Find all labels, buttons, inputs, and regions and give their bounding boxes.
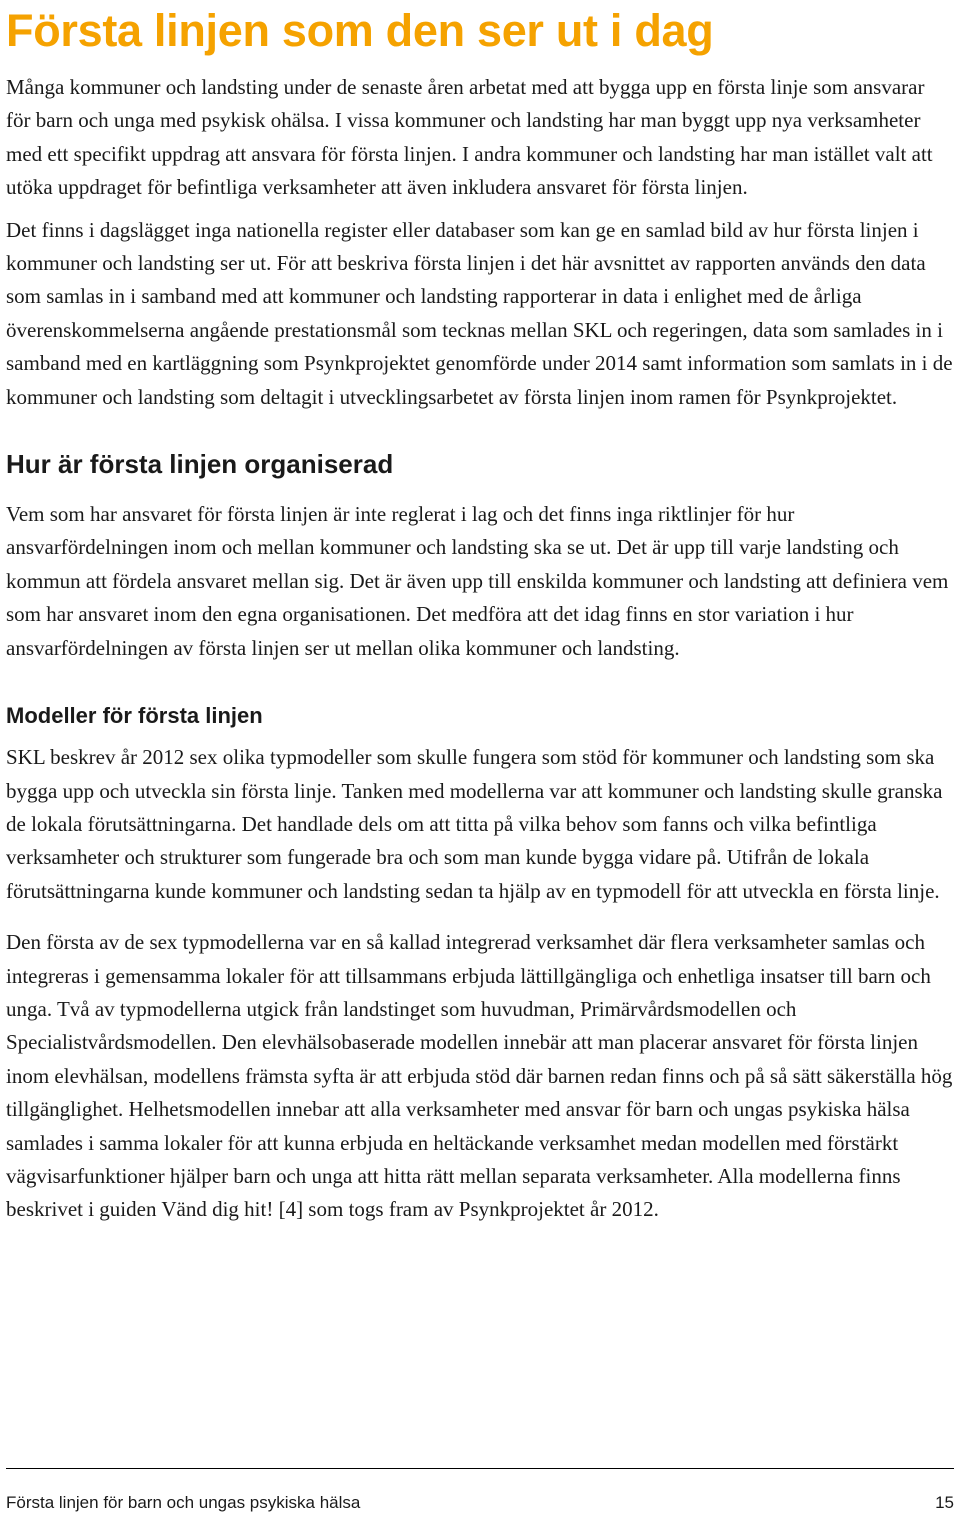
footer-title: Första linjen för barn och ungas psykiska hälsa — [6, 1493, 361, 1512]
page-footer — [6, 1492, 954, 1514]
page-title: Första linjen som den ser ut i dag — [6, 5, 714, 56]
models-paragraph-2: Den första av de sex typmodellerna var en så kallad integrerad verksamhet där flera verksamheter samlas och integreras i gemensamma lokaler för att tillsammans erbjuda lättillgängliga och enhetliga insatser till barn och unga. Två av typmodellerna utgick från landstinget som huvudman, Primärvårdsmodellen och Specialistvårdsmodellen. Den elevhälsobaserade modellen innebär att man placerar ansvaret för första linjen inom elevhälsan, modellens främsta syfta är att erbjuda stöd där barnen redan finns och på så sätt säkerställa hög tillgänglighet. Helhetsmodellen innebar att alla verksamheter med ansvar för barn och ungas psykiska hälsa samlades i samma lokaler för att kunna erbjuda en heltäckande verksamhet medan modellen med förstärkt vägvisarfunktioner hjälper barn och unga att hitta rätt mellan separata verksamheter. Alla modellerna finns beskrivet i guiden Vänd dig hit! [4] som togs fram av Psynkprojektet år 2012. — [6, 930, 953, 1222]
section-heading-models: Modeller för första linjen — [6, 703, 263, 729]
footer-divider — [6, 1468, 954, 1469]
section-heading-organisation: Hur är första linjen organiserad — [6, 449, 394, 480]
document-page — [6, 0, 954, 1227]
intro-paragraph-2: Det finns i dagslägget inga nationella register eller databaser som kan ge en samlad bild av hur första linjen i kommuner och landsting ser ut. För att beskriva första linjen i det här avsnittet av rapporten används den data som samlas in i samband med att kommuner och landsting rapporterar in data i enlighet med de årliga överenskommelserna angående prestationsmål som tecknas mellan SKL och regeringen, data som samlades in i samband med en kartläggning som Psynkprojektet genomförde under 2014 samt information som samlats in i de kommuner och landsting som deltagit i utvecklingsarbetet av första linjen inom ramen för Psynkprojektet. — [6, 217, 953, 409]
intro-paragraph-1: Många kommuner och landsting under de senaste åren arbetat med att bygga upp en första linje som ansvarar för barn och unga med psykisk ohälsa. I vissa kommuner och landsting har man byggt upp nya verksamheter med ett specifikt uppdrag att ansvara för första linjen. I andra kommuner och landsting har man istället valt att utöka uppdraget för befintliga verksamheter att även inkludera ansvaret för första linjen. — [6, 75, 933, 200]
page-number: 15 — [935, 1493, 954, 1512]
section-organisation-heading-wrap — [6, 447, 954, 481]
section-models-heading-wrap — [6, 701, 954, 731]
organisation-paragraph: Vem som har ansvaret för första linjen är inte reglerat i lag och det finns inga riktlinjer för hur ansvarfördelningen inom och mellan kommuner och landsting ska se ut. Det är upp till varje landsting och kommun att fördela ansvaret mellan sig. Det är även upp till enskilda kommuner och landsting att definiera vem som har ansvaret inom den egna organisationen. Det medföra att det idag finns en stor variation i hur ansvarfördelningen av första linjen ser ut mellan olika kommuner och landsting. — [6, 502, 949, 660]
models-paragraph-1: SKL beskrev år 2012 sex olika typmodeller som skulle fungera som stöd för kommuner och landsting som ska bygga upp och utveckla sin första linje. Tanken med modellerna var att kommuner och landsting skulle granska de lokala förutsättningarna. Det handlade dels om att titta på vilka behov som fanns och vilka befintliga verksamheter och strukturer som fungerade bra och som man kunde bygga vidare på. Utifrån de lokala förutsättningarna kunde kommuner och landsting sedan ta hjälp av en typmodell för att utveckla en första linje. — [6, 745, 943, 903]
